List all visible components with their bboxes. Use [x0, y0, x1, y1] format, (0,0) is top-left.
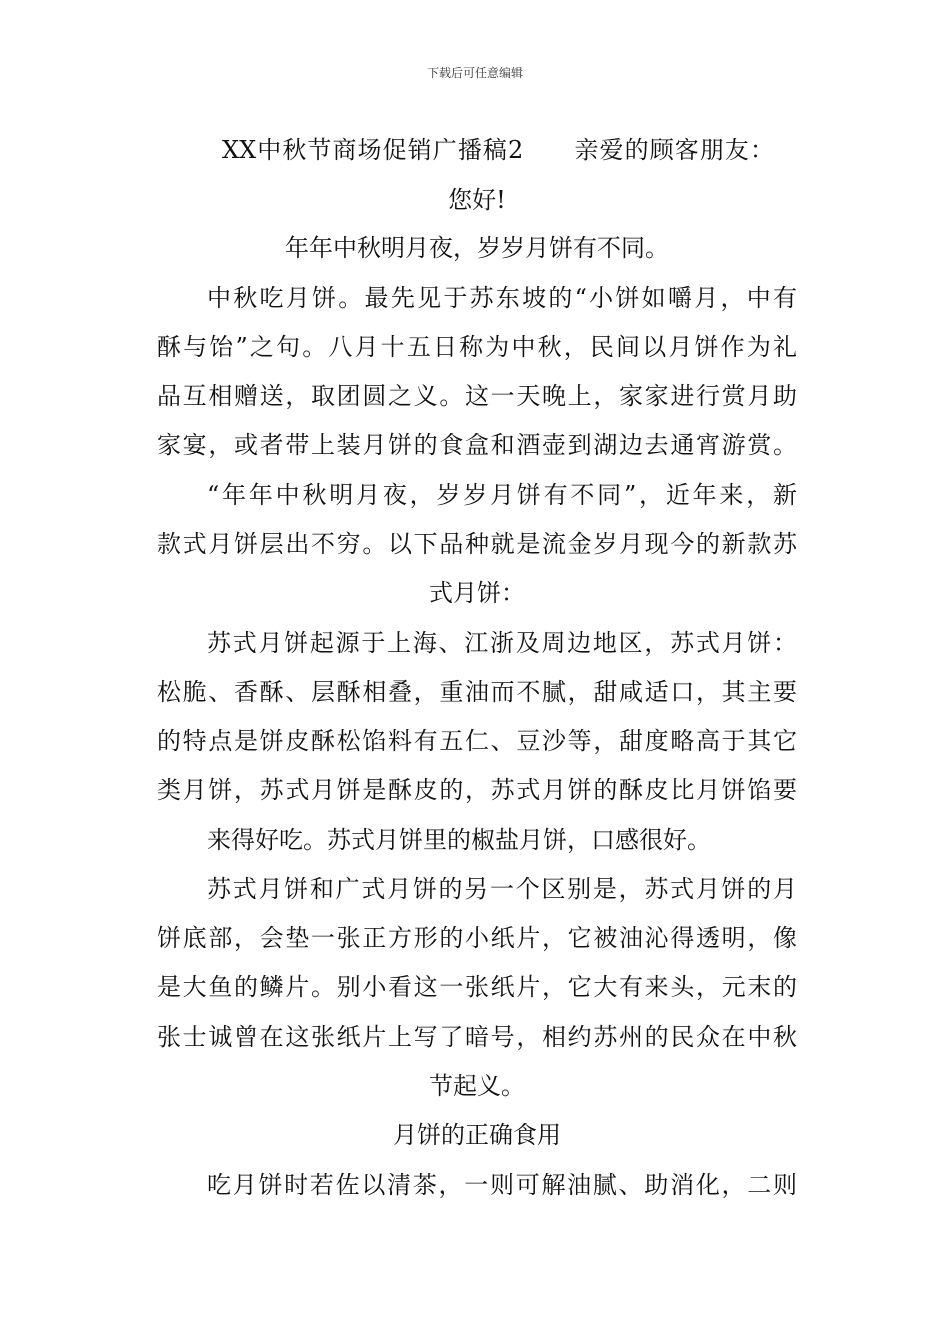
greeting-line: 您好! [448, 186, 506, 214]
paragraph-line: 饼底部，会垫一张正方形的小纸片，它被油沁得透明，像 [157, 924, 797, 952]
paragraph-line: 苏式月饼和广式月饼的另一个区别是，苏式月饼的月 [207, 875, 797, 903]
paragraph-line: “年年中秋明月夜，岁岁月饼有不同”，近年来，新 [207, 481, 797, 509]
paragraph-line: 吃月饼时若佐以清茶，一则可解油腻、助消化，二则 [207, 1171, 797, 1199]
paragraph-line: 苏式月饼起源于上海、江浙及周边地区，苏式月饼： [207, 629, 797, 657]
paragraph-line: 酥与饴”之句。八月十五日称为中秋，民间以月饼作为礼 [157, 333, 797, 361]
paragraph-line: 中秋吃月饼。最先见于苏东坡的“小饼如嚼月，中有 [207, 284, 797, 312]
title-line: XX中秋节商场促销广播稿2 亲爱的顾客朋友： [222, 136, 774, 164]
paragraph-line: 家宴，或者带上装月饼的食盒和酒壶到湖边去通宵游赏。 [157, 431, 797, 459]
paragraph-line: 款式月饼层出不穷。以下品种就是流金岁月现今的新款苏 [157, 530, 797, 558]
section-heading: 月饼的正确食用 [393, 1121, 561, 1149]
paragraph-line: 品互相赠送，取团圆之义。这一天晚上，家家进行赏月助 [157, 382, 797, 410]
paragraph-line: 来得好吃。苏式月饼里的椒盐月饼，口感很好。 [207, 826, 711, 854]
paragraph-line: 节起义。 [429, 1072, 525, 1100]
paragraph-line: 张士诚曾在这张纸片上写了暗号，相约苏州的民众在中秋 [157, 1023, 797, 1051]
page-header: 下载后可任意编辑 [426, 66, 523, 80]
paragraph-line: 是大鱼的鳞片。别小看这一张纸片，它大有来头，元末的 [157, 973, 797, 1001]
paragraph-line: 类月饼，苏式月饼是酥皮的，苏式月饼的酥皮比月饼馅要 [157, 776, 797, 804]
paragraph-line: 松脆、香酥、层酥相叠，重油而不腻，甜咸适口，其主要 [157, 678, 797, 706]
paragraph-line: 的特点是饼皮酥松馅料有五仁、豆沙等，甜度略高于其它 [157, 727, 797, 755]
paragraph-line: 式月饼： [429, 579, 525, 607]
intro-line: 年年中秋明月夜，岁岁月饼有不同。 [285, 234, 669, 262]
